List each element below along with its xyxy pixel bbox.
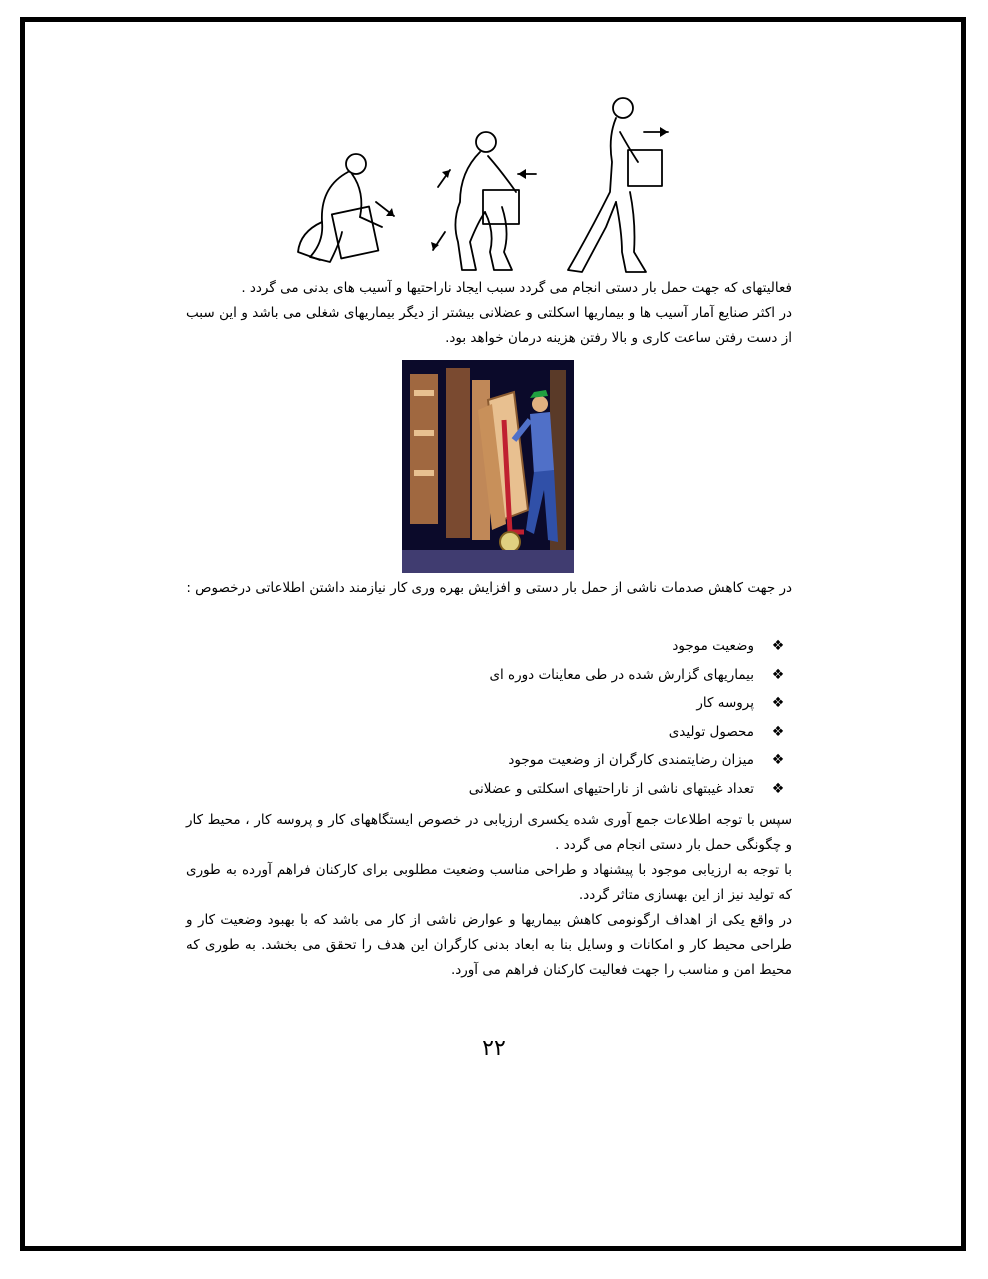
diamond-bullet-icon: ❖ <box>771 723 785 740</box>
info-bullet-list <box>288 632 788 804</box>
diamond-bullet-icon: ❖ <box>771 752 785 769</box>
intro-text <box>186 276 792 351</box>
list-item <box>288 661 788 690</box>
info-intro-text: در جهت کاهش صدمات ناشی از حمل بار دستی و افزایش بهره وری کار نیازمند داشتن اطلاعاتی درخصوص : <box>186 580 792 596</box>
outro-paragraph-3: در واقع یکی از اهداف ارگونومی کاهش بیماریها و عوارض ناشی از کار می باشد که با بهبود وضعیت کار و طراحی محیط کار و امکانات و وسایل بنا به ابعاد بدنی کارگران این هدف را تحقق می بخشد. به طوری که محیط امن و مناسب را جهت فعالیت کارکنان فراهم می آورد. <box>186 912 792 978</box>
standing-figure <box>568 98 662 272</box>
list-item <box>288 718 788 747</box>
list-item <box>288 746 788 775</box>
diamond-bullet-icon: ❖ <box>771 638 785 654</box>
worker-hand-truck-image <box>402 360 574 573</box>
diamond-bullet-icon: ❖ <box>771 695 785 712</box>
squatting-figure <box>298 154 382 262</box>
list-item-text: وضعیت موجود <box>672 638 754 654</box>
diamond-bullet-icon: ❖ <box>771 666 785 683</box>
outro-text <box>186 808 792 983</box>
intro-paragraph-1: فعالیتهای که جهت حمل بار دستی انجام می گردد سبب ایجاد ناراحتیها و آسیب های بدنی می گردد . <box>241 280 792 296</box>
outro-paragraph-2: با توجه به ارزیابی موجود با پیشنهاد و طراحی مناسب وضعیت مطلوبی برای کارکنان فراهم آورده به طوری که تولید نیز از این بهسازی متاثر گردد. <box>186 862 792 903</box>
list-item-text: محصول تولیدی <box>668 723 754 740</box>
list-item-text: میزان رضایتمندی کارگران از وضعیت موجود <box>508 752 754 769</box>
intro-paragraph-2: در اکثر صنایع آمار آسیب ها و بیماریها اسکلتی و عضلانی بیشتر از دیگر بیماریهای شغلی می باشد و این سبب از دست رفتن ساعت کاری و بالا رفتن هزینه درمان خواهد بود. <box>186 305 792 346</box>
list-item <box>288 775 788 804</box>
outro-paragraph-1: سپس با توجه اطلاعات جمع آوری شده یکسری ارزیابی در خصوص ایستگاههای کار و پروسه کار ، محیط کار و چگونگی حمل بار دستی انجام می گردد . <box>186 812 792 853</box>
lifting-posture-illustration <box>290 92 680 277</box>
list-item-text: تعداد غیبتهای ناشی از ناراحتیهای اسکلتی و عضلانی <box>468 780 754 797</box>
diamond-bullet-icon: ❖ <box>771 780 785 797</box>
info-intro <box>186 576 792 601</box>
list-item <box>288 632 788 661</box>
rising-figure <box>455 132 519 270</box>
list-item-text: پروسه کار <box>696 695 754 712</box>
list-item <box>288 689 788 718</box>
list-item-text: بیماریهای گزارش شده در طی معاینات دوره ای <box>489 666 754 683</box>
page-number: ۲۲ <box>482 1036 506 1061</box>
